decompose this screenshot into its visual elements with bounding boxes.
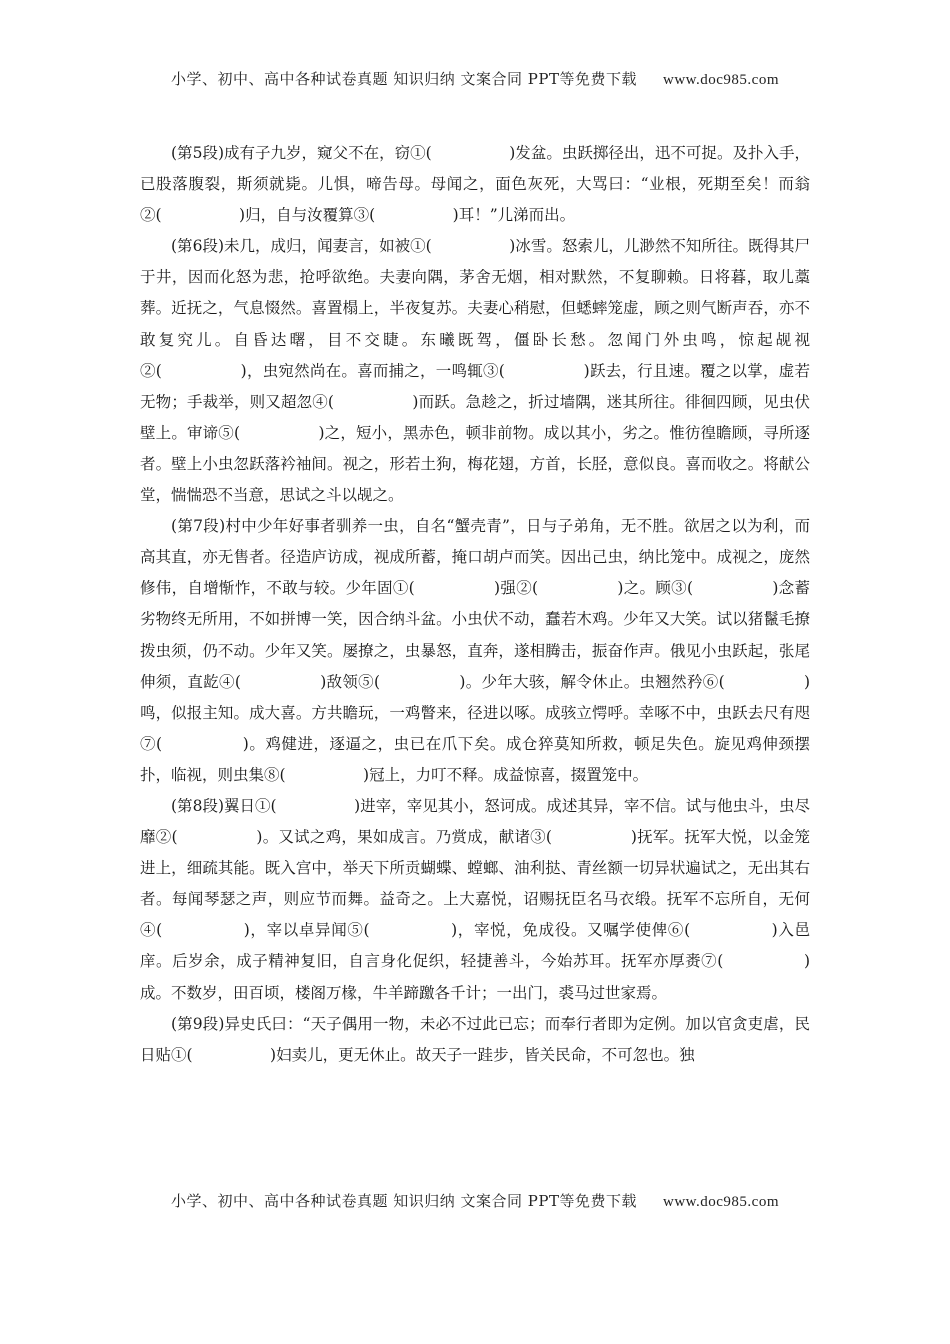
- header-text: 小学、初中、高中各种试卷真题 知识归纳 文案合同 PPT等免费下载: [170, 70, 637, 88]
- page-header: [0, 68, 950, 89]
- paragraph-5: (第5段)成有子九岁，窥父不在，窃①( )发盆。虫跃掷径出，迅不可捉。及扑入手，已股落腹裂，斯须就毙。儿惧，啼告母。母闻之，面色灰死，大骂曰：“业根，死期至矣！而翁②( )归，自与汝覆算③( )耳！”儿涕而出。: [140, 144, 810, 225]
- paragraph-9: (第9段)异史氏曰：“天子偶用一物，未必不过此已忘；而奉行者即为定例。加以官贪吏虐，民日贴①( )妇卖儿，更无休止。故天子一跬步，皆关民命，不可忽也。独: [140, 1014, 810, 1064]
- header-site-link[interactable]: www.doc985.com: [662, 72, 779, 88]
- document-body: [140, 138, 810, 1071]
- footer-text: 小学、初中、高中各种试卷真题 知识归纳 文案合同 PPT等免费下载: [170, 1192, 637, 1210]
- page-footer: [0, 1190, 950, 1211]
- paragraph-7: (第7段)村中少年好事者驯养一虫，自名“蟹壳青”，日与子弟角，无不胜。欲居之以为利，而高其直，亦无售者。径造庐访成，视成所蓄，掩口胡卢而笑。因出己虫，纳比笼中。成视之，庞然修伟，自增惭怍，不敢与较。少年固①( )强②( )之。顾③( )念蓄劣物终无所用，不如拼博一笑，因合纳斗盆。小虫伏不动，蠢若木鸡。少年又大笑。试以猪鬣毛撩拨虫须，仍不动。少年又笑。屡撩之，虫暴怒，直奔，遂相腾击，振奋作声。俄见小虫跃起，张尾伸须，直龁④( )敌领⑤( )。少年大骇，解令休止。虫翘然矜⑥( )鸣，似报主知。成大喜。方共瞻玩，一鸡瞥来，径进以啄。成骇立愕呼。幸啄不中，虫跃去尺有咫⑦( )。鸡健进，逐逼之，虫已在爪下矣。成仓猝莫知所救，顿足失色。旋见鸡伸颈摆扑，临视，则虫集⑧( )冠上，力叮不释。成益惊喜，掇置笼中。: [140, 517, 810, 784]
- paragraph-8: (第8段)翼日①( )进宰，宰见其小，怒诃成。成述其异，宰不信。试与他虫斗，虫尽靡②( )。又试之鸡，果如成言。乃赏成，献诸③( )抚军。抚军大悦，以金笼进上，细疏其能。既入宫中，举天下所贡蝴蝶、螳螂、油利挞、青丝额一切异状遍试之，无出其右者。每闻琴瑟之声，则应节而舞。益奇之。上大嘉悦，诏赐抚臣名马衣缎。抚军不忘所自，无何④( )，宰以卓异闻⑤( )，宰悦，免成役。又嘱学使俾⑥( )入邑庠。后岁余，成子精神复旧，自言身化促织，轻捷善斗，今始苏耳。抚军亦厚赉⑦( )成。不数岁，田百顷，楼阁万椽，牛羊蹄躈各千计；一出门，裘马过世家焉。: [140, 796, 810, 1002]
- paragraph-6: (第6段)未几，成归，闻妻言，如被①( )冰雪。怒索儿，儿渺然不知所往。既得其尸于井，因而化怒为悲，抢呼欲绝。夫妻向隅，茅舍无烟，相对默然，不复聊赖。日将暮，取儿藁葬。近抚之，气息惙然。喜置榻上，半夜复苏。夫妻心稍慰，但蟋蟀笼虚，顾之则气断声吞，亦不敢复究儿。自昏达曙，目不交睫。东曦既驾，僵卧长愁。忽闻门外虫鸣，惊起觇视②( )，虫宛然尚在。喜而捕之，一鸣辄③( )跃去，行且速。覆之以掌，虚若无物；手裁举，则又超忽④( )而跃。急趁之，折过墙隅，迷其所往。徘徊四顾，见虫伏壁上。审谛⑤( )之，短小，黑赤色，顿非前物。成以其小，劣之。惟彷徨瞻顾，寻所逐者。壁上小虫忽跃落衿袖间。视之，形若土狗，梅花翅，方首，长胫，意似良。喜而收之。将献公堂，惴惴恐不当意，思试之斗以觇之。: [140, 237, 810, 505]
- footer-site-link[interactable]: www.doc985.com: [662, 1194, 779, 1210]
